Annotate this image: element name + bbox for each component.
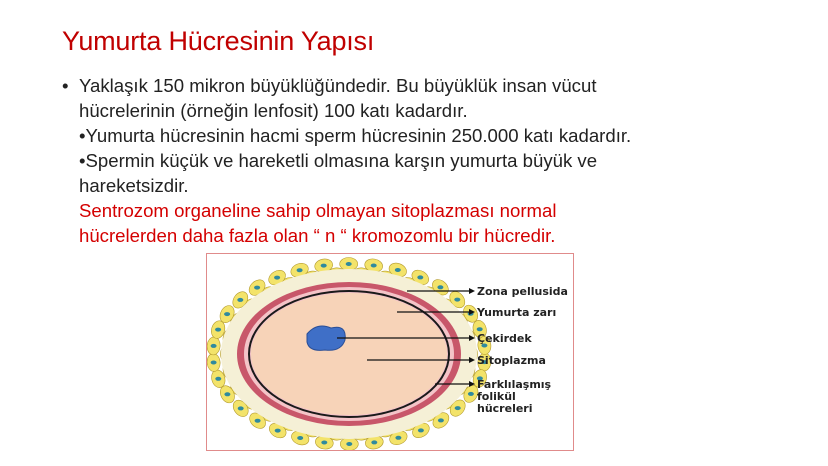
follicle-nucleus — [371, 440, 377, 444]
follicle-nucleus — [321, 264, 327, 268]
follicle-nucleus — [238, 406, 244, 410]
follicle-nucleus — [275, 429, 281, 433]
cytoplasm — [251, 293, 447, 415]
egg-cell-svg — [207, 254, 573, 450]
follicle-nucleus — [321, 441, 327, 445]
label-folikul-1: Farklılaşmış — [477, 378, 552, 391]
body-line-4: •Spermin küçük ve hareketli olmasına karşın yumurta büyük ve — [79, 150, 598, 171]
follicle-nucleus — [417, 275, 423, 279]
follicle-nucleus — [455, 406, 461, 410]
follicle-nucleus — [211, 344, 217, 348]
body-line-7: hücrelerden daha fazla olan “ n “ kromozomlu bir hücredir. — [79, 225, 556, 246]
follicle-nucleus — [477, 327, 483, 331]
body-line-5: hareketsizdir. — [79, 175, 189, 196]
follicle-nucleus — [438, 418, 444, 422]
follicle-nucleus — [437, 285, 443, 289]
body-line-3: •Yumurta hücresinin hacmi sperm hücresinin 250.000 katı kadardır. — [79, 125, 632, 146]
follicle-nucleus — [224, 312, 230, 316]
body-line-1: • Yaklaşık 150 mikron büyüklüğündedir. Bu büyüklük insan vücut — [62, 75, 597, 96]
label-folikul-3: hücreleri — [477, 402, 533, 415]
follicle-nucleus — [237, 298, 243, 302]
follicle-nucleus — [371, 264, 377, 268]
slide-body — [62, 73, 822, 248]
follicle-nucleus — [211, 361, 217, 365]
follicle-nucleus — [254, 286, 260, 290]
label-zona-pellusida: Zona pellusida — [477, 285, 568, 298]
follicle-nucleus — [454, 298, 460, 302]
follicle-nucleus — [215, 328, 221, 332]
body-line-2: hücrelerinin (örneğin lenfosit) 100 katı kadardır. — [79, 100, 468, 121]
follicle-nucleus — [297, 436, 303, 440]
follicle-nucleus — [297, 268, 303, 272]
follicle-nucleus — [346, 442, 352, 446]
follicle-nucleus — [395, 436, 401, 440]
label-folikul-2: folikül — [477, 390, 516, 403]
follicle-nucleus — [224, 392, 230, 396]
follicle-nucleus — [346, 262, 352, 266]
follicle-nucleus — [274, 276, 280, 280]
slide-title: Yumurta Hücresinin Yapısı — [62, 26, 375, 56]
label-cekirdek: Çekirdek — [477, 332, 532, 345]
arrow-head — [469, 288, 475, 294]
egg-cell-diagram — [206, 253, 574, 451]
label-yumurta-zari: Yumurta zarı — [477, 306, 557, 319]
label-sitoplazma: Sitoplazma — [477, 354, 546, 367]
body-line-6: Sentrozom organeline sahip olmayan sitoplazması normal — [79, 200, 557, 221]
follicle-nucleus — [468, 392, 474, 396]
follicle-nucleus — [395, 268, 401, 272]
follicle-nucleus — [418, 428, 424, 432]
bullet: • — [62, 75, 69, 96]
follicle-nucleus — [215, 377, 221, 381]
follicle-nucleus — [255, 419, 261, 423]
